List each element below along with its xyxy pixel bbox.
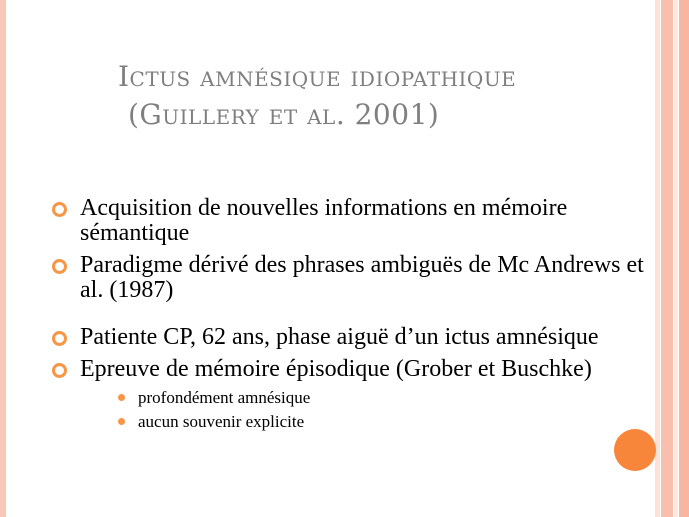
left-border-stripe: [0, 0, 6, 517]
bullet-item: [52, 357, 657, 434]
sub-bullet-item: [110, 410, 657, 434]
sub-bullet-item: [110, 386, 657, 410]
decorative-circle: [614, 429, 656, 471]
right-stripe-3: [674, 0, 678, 517]
sub-bullet-text: aucun souvenir explicite: [138, 412, 305, 431]
bullet-text: Patiente CP, 62 ans, phase aiguë d’un ictus amnésique: [80, 324, 599, 350]
ring-bullet-icon: [52, 202, 67, 217]
bullet-text: Acquisition de nouvelles informations en mémoire sémantique: [80, 195, 568, 246]
dot-bullet-icon: [118, 394, 125, 401]
bullet-text: Epreuve de mémoire épisodique (Grober et Buschke): [80, 356, 592, 382]
slide-title-line1: Ictus amnésique idiopathique: [118, 60, 517, 93]
sub-bullet-text: profondément amnésique: [138, 388, 311, 407]
slide-title: [118, 58, 638, 134]
sub-bullet-list: [80, 386, 657, 434]
ring-bullet-icon: [52, 259, 67, 274]
bullet-item: [52, 196, 657, 246]
ring-bullet-icon: [52, 363, 67, 378]
bullet-text: Paradigme dérivé des phrases ambiguës de Mc Andrews et al. (1987): [80, 252, 644, 303]
bullet-item: [52, 253, 657, 303]
slide-title-line2: (Guillery et al. 2001): [128, 98, 440, 131]
dot-bullet-icon: [118, 418, 125, 425]
ring-bullet-icon: [52, 331, 67, 346]
bullet-list: [52, 196, 657, 441]
right-stripe-2: [661, 0, 673, 517]
bullet-item: [52, 325, 657, 350]
right-stripe-4: [679, 0, 689, 517]
